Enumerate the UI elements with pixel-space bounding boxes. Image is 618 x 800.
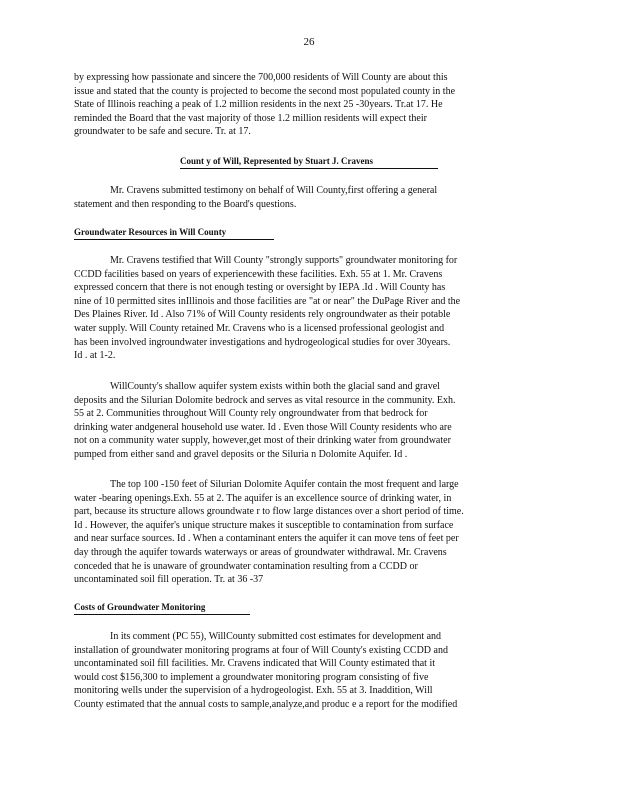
text-line: State of Illinois reaching a peak of 1.2 million residents in the next 25 -30years. Tr.at 17. He <box>74 99 443 111</box>
text-line: nine of 10 permitted sites inIllinois and those facilities are "at or near" the DuPage River and the <box>74 295 461 307</box>
text-line: deposits and the Silurian Dolomite bedrock and serves as vital resource in the community. Exh. <box>74 394 456 406</box>
text-line: expressed concern that there is not enough testing or oversight by IEPA .Id . Will County has <box>74 282 446 294</box>
paragraph-intro <box>74 71 534 139</box>
page-number: 26 <box>303 36 315 48</box>
text-line: CCDD facilities based on years of experiencewith these facilities. Exh. 55 at 1. Mr. Cravens <box>74 268 443 280</box>
text-line: In its comment (PC 55), WillCounty submitted cost estimates for development and <box>110 631 442 642</box>
text-line: part, because its structure allows groundwate r to flow large distances over a short period of time. <box>74 506 464 518</box>
text-line: by expressing how passionate and sincere the 700,000 residents of Will County are about this <box>74 72 448 83</box>
text-line: groundwater to be safe and secure. Tr. at 17. <box>74 126 251 138</box>
paragraph-aquifer-system <box>74 380 534 462</box>
text-line: County estimated that the annual costs to sample,analyze,and produc e a report for the modified <box>74 698 458 710</box>
text-line: The top 100 -150 feet of Silurian Dolomite Aquifer contain the most frequent and large <box>110 479 459 490</box>
paragraph-testimony <box>74 254 534 363</box>
text-line: pumped from either sand and gravel deposits or the Siluria n Dolomite Aquifer. Id . <box>74 448 408 460</box>
text-line: installation of groundwater monitoring programs at four of Will County's existing CCDD and <box>74 644 448 656</box>
text-line: Des Plaines River. Id . Also 71% of Will County residents rely ongroundwater as their potable <box>74 309 451 321</box>
text-line: Mr. Cravens testified that Will County "strongly supports" groundwater monitoring for <box>110 255 458 266</box>
text-line: uncontaminated soil fill operation. Tr. at 36 -37 <box>74 574 264 586</box>
text-line: issue and stated that the county is projected to become the second most populated county in the <box>74 85 456 97</box>
text-line: statement and then responding to the Board's questions. <box>74 198 297 210</box>
text-line: Mr. Cravens submitted testimony on behalf of Will County,first offering a general <box>110 185 438 196</box>
section-heading-costs: Costs of Groundwater Monitoring <box>74 602 250 615</box>
paragraph-cost-estimates <box>74 630 534 712</box>
section-heading-will-county: Count y of Will, Represented by Stuart J. Cravens <box>180 156 438 169</box>
text-line: uncontaminated soil fill facilities. Mr. Cravens indicated that Will County estimated that it <box>74 658 436 670</box>
text-line: 55 at 2. Communities throughout Will County rely ongroundwater from that bedrock for <box>74 408 428 420</box>
section-heading-groundwater-resources: Groundwater Resources in Will County <box>74 227 274 240</box>
text-line: Id . However, the aquifer's unique structure makes it susceptible to contamination from surface <box>74 519 454 531</box>
text-line: conceded that he is unaware of groundwater contamination resulting from a CCDD or <box>74 560 418 572</box>
text-line: water -bearing openings.Exh. 55 at 2. The aquifer is an excellence source of drinking water, in <box>74 492 452 504</box>
text-line: would cost $156,300 to implement a groundwater monitoring program consisting of five <box>74 671 429 683</box>
paragraph-silurian-dolomite <box>74 478 534 587</box>
text-line: WillCounty's shallow aquifer system exists within both the glacial sand and gravel <box>110 381 440 392</box>
text-line: monitoring wells under the supervision of a hydrogeologist. Exh. 55 at 3. Inaddition, Will <box>74 685 433 697</box>
text-line: not on a community water supply, however,get most of their drinking water from groundwater <box>74 435 451 447</box>
text-line: drinking water andgeneral household use water. Id . Even those Will County residents who are <box>74 421 452 433</box>
text-line: Id . at 1-2. <box>74 350 116 362</box>
text-line: water supply. Will County retained Mr. Cravens who is a licensed professional geologist and <box>74 322 445 334</box>
text-line: reminded the Board that the vast majority of those 1.2 million residents will expect their <box>74 112 427 124</box>
text-line: day through the aquifer towards waterways or areas of groundwater withdrawal. Mr. Cravens <box>74 546 447 558</box>
text-line: has been involved ingroundwater investigations and hydrogeological studies for over 30years. <box>74 336 451 348</box>
paragraph-cravens-statement <box>74 184 534 211</box>
text-line: and near surface sources. Id . When a contaminant enters the aquifer it can move tens of feet per <box>74 533 459 545</box>
